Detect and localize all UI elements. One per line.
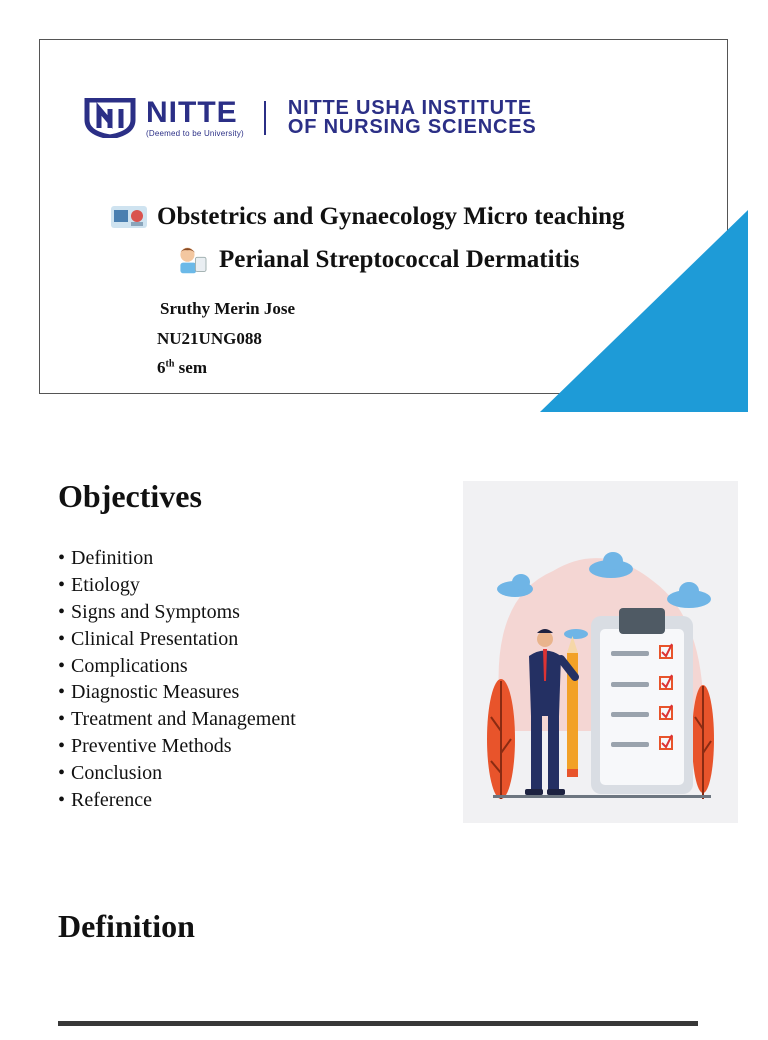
- student-name: Sruthy Merin Jose: [160, 299, 296, 318]
- doctor-cartoon-icon: [172, 245, 210, 275]
- nitte-tagline: (Deemed to be University): [146, 129, 244, 138]
- ground-line: [493, 795, 711, 798]
- list-item: • Diagnostic Measures: [58, 679, 296, 706]
- tree-right: [692, 685, 714, 799]
- list-item: • Definition: [58, 545, 296, 572]
- tree-left: [487, 679, 515, 799]
- pencil: [567, 636, 578, 777]
- student-id: NU21UNG088: [157, 329, 262, 348]
- nitte-brand: NITTE: [146, 96, 238, 129]
- medical-equipment-icon: [110, 202, 148, 232]
- clipboard: [591, 608, 693, 794]
- definition-heading: Definition: [58, 908, 195, 944]
- list-item: • Signs and Symptoms: [58, 599, 296, 626]
- nitte-logo: [84, 98, 536, 138]
- course-title: Obstetrics and Gynaecology Micro teaching: [110, 202, 625, 232]
- list-item: • Complications: [58, 653, 296, 680]
- checklist-illustration: [463, 481, 738, 823]
- semester: 6th sem: [157, 358, 207, 377]
- list-item: • Clinical Presentation: [58, 626, 296, 653]
- topic-title: Perianal Streptococcal Dermatitis: [172, 245, 580, 275]
- objectives-list: [58, 545, 296, 814]
- nitte-shield-icon: [84, 98, 136, 138]
- list-item: • Reference: [58, 787, 296, 814]
- list-item: • Conclusion: [58, 760, 296, 787]
- list-item: • Etiology: [58, 572, 296, 599]
- definition-text-cutoff: [58, 1010, 718, 1040]
- blue-corner-triangle: [540, 210, 748, 412]
- list-item: • Preventive Methods: [58, 733, 296, 760]
- logo-divider: [264, 101, 266, 135]
- institute-name: NITTE USHA INSTITUTE OF NURSING SCIENCES: [287, 97, 537, 138]
- objectives-heading: Objectives: [58, 478, 202, 514]
- list-item: • Treatment and Management: [58, 706, 296, 733]
